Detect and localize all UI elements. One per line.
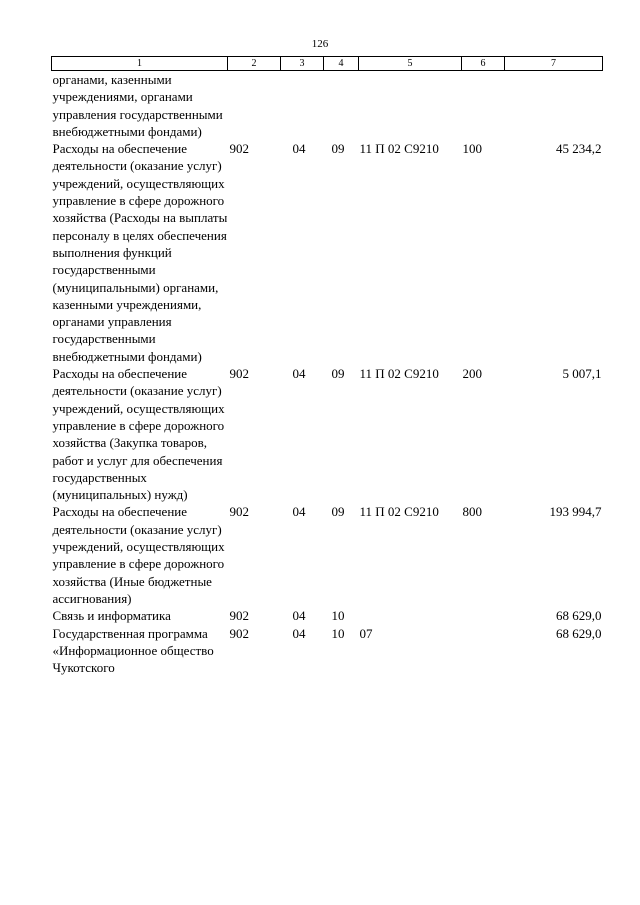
row-subsection-code: 09 [331, 366, 345, 382]
row-target-code: 07 [359, 625, 373, 641]
budget-table [51, 56, 603, 676]
row-ministry-code: 902 [229, 625, 249, 641]
row-amount [505, 71, 603, 141]
column-header-5: 5 [359, 57, 462, 71]
row-expense-type: 100 [462, 141, 482, 157]
row-amount: 68 629,0 [556, 608, 602, 624]
row-ministry-code: 902 [229, 366, 249, 382]
column-header-6: 6 [462, 57, 505, 71]
row-subsection-code: 09 [331, 504, 345, 520]
row-subsection-code [324, 71, 359, 141]
row-section-code: 04 [292, 366, 306, 382]
row-subsection-code: 10 [331, 625, 345, 641]
row-section-code [281, 71, 324, 141]
row-ministry-code: 902 [229, 504, 249, 520]
table-row [52, 625, 603, 677]
column-header-7: 7 [505, 57, 603, 71]
row-expense-type [462, 625, 505, 677]
row-amount: 193 994,7 [549, 504, 602, 520]
row-amount: 45 234,2 [556, 141, 602, 157]
table-row [52, 365, 603, 503]
row-section-code: 04 [292, 504, 306, 520]
row-expense-type [462, 71, 505, 141]
table-row [52, 503, 603, 607]
row-name: Расходы на обеспечение деятельности (оказание услуг) учреждений, осуществляющих управление в сфере дорожного хозяйства (Иные бюджетные ассигнования) [52, 504, 225, 606]
row-target-code [359, 71, 462, 141]
table-row [52, 607, 603, 624]
table-row [52, 71, 603, 141]
row-target-code: 11 П 02 С9210 [359, 504, 439, 520]
column-number-row [52, 57, 603, 71]
row-expense-type [462, 607, 505, 624]
row-subsection-code: 09 [331, 141, 345, 157]
row-name: Связь и информатика [52, 608, 171, 624]
row-ministry-code [228, 71, 281, 141]
column-header-3: 3 [281, 57, 324, 71]
row-section-code: 04 [292, 625, 306, 641]
row-ministry-code: 902 [229, 141, 249, 157]
row-name: органами, казенными учреждениями, органами управления государственными внебюджетными фондами) [52, 72, 223, 139]
row-expense-type: 800 [462, 504, 482, 520]
row-amount: 5 007,1 [562, 366, 602, 382]
row-name: Государственная программа «Информационное общество Чукотского [52, 625, 214, 676]
row-amount: 68 629,0 [556, 625, 602, 641]
column-header-1: 1 [52, 57, 228, 71]
row-name: Расходы на обеспечение деятельности (оказание услуг) учреждений, осуществляющих управление в сфере дорожного хозяйства (Расходы на выплаты персоналу в целях обеспечения выполнения функций государственными (муниципальными) органами, казенными учреждениями, органами управления государственными внебюджетными фондами) [52, 141, 228, 364]
column-header-2: 2 [228, 57, 281, 71]
row-target-code: 11 П 02 С9210 [359, 141, 439, 157]
row-subsection-code: 10 [331, 608, 345, 624]
row-expense-type: 200 [462, 366, 482, 382]
table-row [52, 140, 603, 365]
row-ministry-code: 902 [229, 608, 249, 624]
row-name: Расходы на обеспечение деятельности (оказание услуг) учреждений, осуществляющих управление в сфере дорожного хозяйства (Закупка товаров, работ и услуг для обеспечения государственных (муниципальных) нужд) [52, 366, 225, 503]
row-target-code [359, 607, 462, 624]
column-header-4: 4 [324, 57, 359, 71]
row-section-code: 04 [292, 608, 306, 624]
page-number: 126 [311, 38, 329, 50]
row-target-code: 11 П 02 С9210 [359, 366, 439, 382]
row-section-code: 04 [292, 141, 306, 157]
